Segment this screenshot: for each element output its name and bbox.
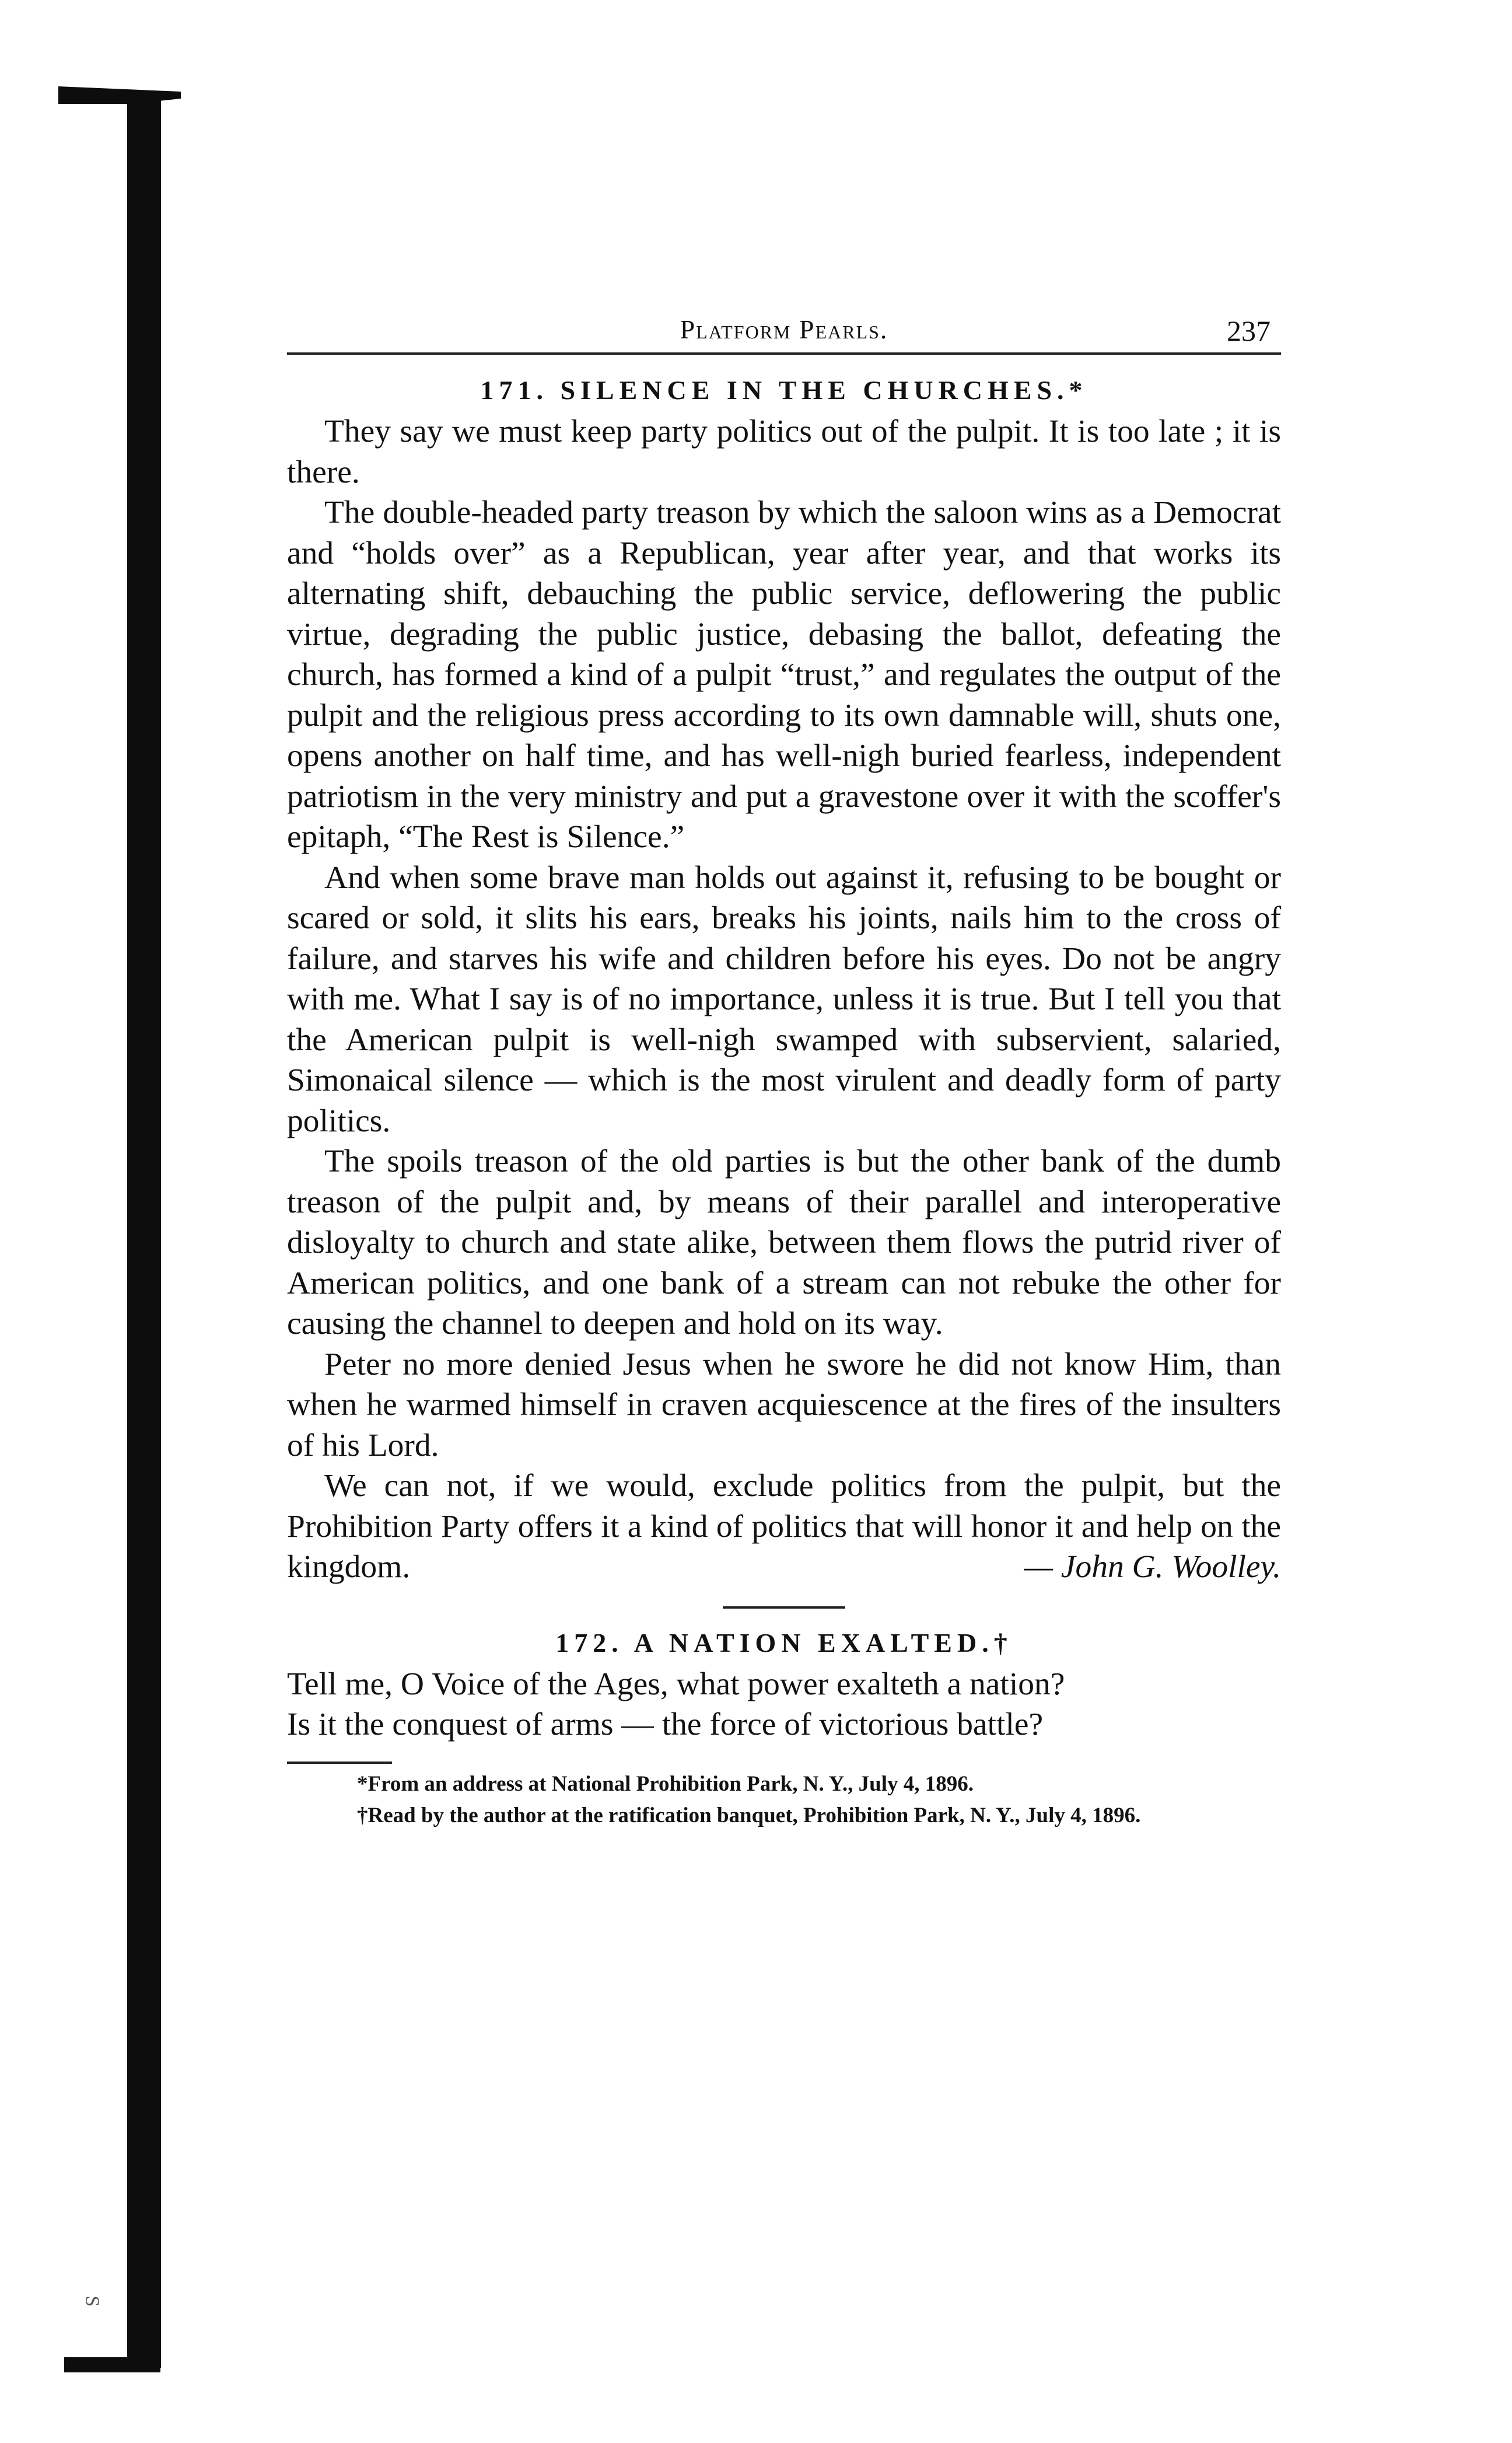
attribution: — John G. Woolley. <box>1024 1549 1281 1585</box>
footnote-rule <box>287 1762 392 1764</box>
paragraph: And when some brave man holds out against it, refusing to be bought or scared or sold, it slits his ears, breaks his joints, nails him to the cross of failure, and starves his wife and children before his eyes. Do not be angry with me. What I say is of no importance, unless it is true. But I tell you that the American pulpit is well-nigh swamped with subservient, salaried, Simonaical silence — which is the most virulent and deadly form of party politics. <box>287 859 1281 1139</box>
verse-line: Is it the conquest of arms — the force of victorious battle? <box>287 1707 1044 1742</box>
section-title: 172. A NATION EXALTED.† <box>555 1627 1013 1658</box>
footnote: †Read by the author at the ratification banquet, Prohibition Park, N. Y., July 4, 1896. <box>357 1803 1141 1827</box>
running-head <box>287 303 1281 350</box>
paragraph: The double-headed party treason by which the saloon wins as a Democrat and “holds over” as a Republican, year after year, and that works its alternating shift, debauching the public service, deflowering the public virtue, degrading the public justice, debasing the ballot, defeating the church, has formed a kind of a pulpit “trust,” and regulates the output of the pulpit and the religious press according to its own damnable will, shuts one, opens another on half time, and has well-nigh buried fearless, independent patriotism in the very ministry and put a gravestone over it with the scoffer's epitaph, “The Rest is Silence.” <box>287 495 1281 855</box>
section-171 <box>287 375 1281 1588</box>
paragraph: Peter no more denied Jesus when he swore he did not know Him, than when he warmed himself in craven acquiescence at the fires of the insulters of his Lord. <box>287 1346 1281 1463</box>
header-rule <box>287 352 1281 355</box>
footnote: *From an address at National Prohibition Park, N. Y., July 4, 1896. <box>357 1771 974 1796</box>
margin-mark: S <box>81 2295 103 2307</box>
section-172 <box>287 1627 1281 1745</box>
paragraph-final <box>287 1466 1281 1588</box>
running-title: Platform Pearls. <box>680 314 888 344</box>
section-title: 171. SILENCE IN THE CHURCHES.* <box>480 375 1088 405</box>
section-divider <box>723 1606 845 1609</box>
paragraph: They say we must keep party politics out of the pulpit. It is too late ; it is there. <box>287 414 1281 490</box>
binding-foot <box>64 2357 160 2372</box>
final-paragraph-text: We can not, if we would, exclude politics from the pulpit, but the Prohibition Party offers it a kind of politics that will honor it and help on the kingdom. <box>287 1468 1281 1585</box>
binding-cap <box>58 86 181 104</box>
paragraph: The spoils treason of the old parties is but the other bank of the dumb treason of the pulpit and, by means of their parallel and interoperative disloyalty to church and state alike, between them flows the putrid river of American politics, and one bank of a stream can not rebuke the other for causing the channel to deepen and hold on its way. <box>287 1144 1281 1341</box>
verse-line: Tell me, O Voice of the Ages, what power exalteth a nation? <box>287 1666 1065 1702</box>
binding-bar <box>127 92 161 2368</box>
book-page <box>287 303 1281 1832</box>
page-number: 237 <box>1227 314 1270 347</box>
